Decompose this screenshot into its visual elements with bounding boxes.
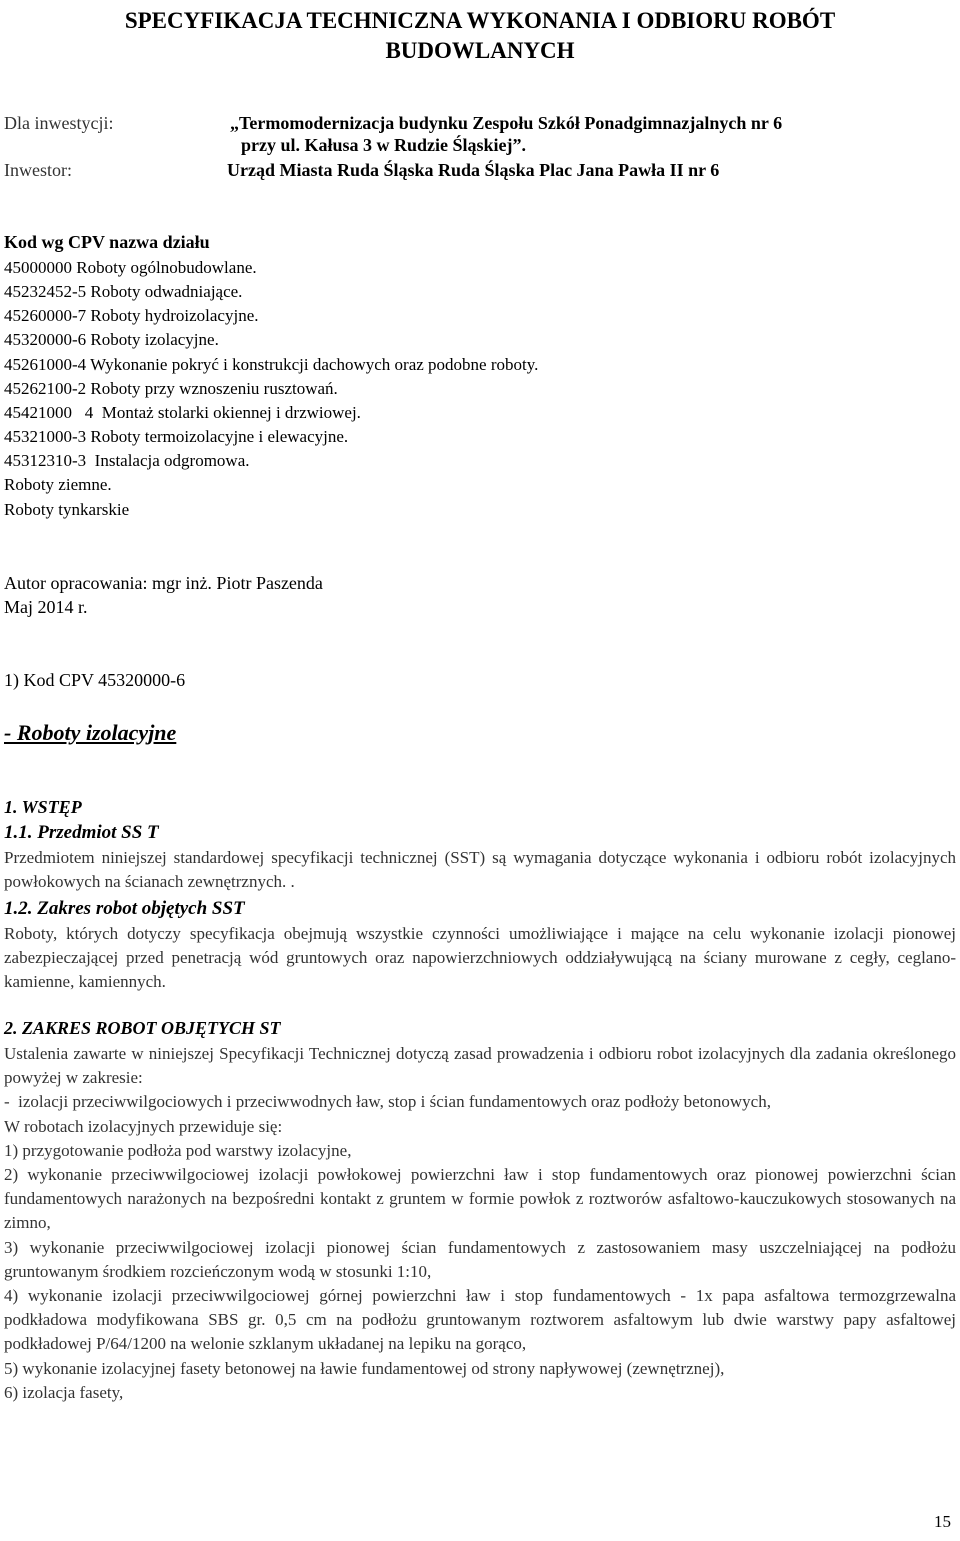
list-item: 1) przygotowanie podłoża pod warstwy izolacyjne,: [4, 1140, 352, 1160]
section-1-1-text: [4, 846, 956, 894]
cpv-item: 45312310-3 Instalacja odgromowa.: [4, 451, 250, 470]
investor-label: Inwestor:: [4, 160, 72, 180]
cpv-item: 45262100-2 Roboty przy wznoszeniu rusztowań.: [4, 379, 338, 398]
list-item: 4) wykonanie izolacji przeciwwilgociowej górnej powierzchni ław i stop fundamentowych - 1x papa asfaltowa termozgrzewalna podkładowa modyfikowana SBS gr. 0,5 cm na podłożu gruntowanym roztworem asfaltowym lub dwie warstwy papy asfaltowej podkładowej P/64/1200 na welonie szklanym układanej na lepiku na gorąco,: [4, 1286, 956, 1354]
works-title: - Roboty izolacyjne: [4, 720, 177, 745]
document-title-line-2: BUDOWLANYCH: [385, 38, 575, 63]
date-line: Maj 2014 r.: [4, 597, 88, 617]
cpv-code-line: 1) Kod CPV 45320000-6: [4, 670, 186, 690]
cpv-item: 45321000-3 Roboty termoizolacyjne i elewacyjne.: [4, 427, 349, 446]
section-1-2-heading: 1.2. Zakres robot objętych SST: [4, 898, 245, 919]
cpv-item: 45260000-7 Roboty hydroizolacyjne.: [4, 306, 259, 325]
list-item: 5) wykonanie izolacyjnej fasety betonowej na ławie fundamentowej od strony napływowej (zewnętrznej),: [4, 1358, 725, 1378]
list-item: 3) wykonanie przeciwwilgociowej izolacji pionowej ścian fundamentowych z zastosowaniem masy uszczelniającej na podłożu gruntowanym środkiem rozcieńczonym wodą w stosunki 1:10,: [4, 1237, 956, 1281]
cpv-item: 45232452-5 Roboty odwadniające.: [4, 282, 243, 301]
section-2-heading: 2. ZAKRES ROBOT OBJĘTYCH ST: [4, 1018, 281, 1038]
cpv-item: 45261000-4 Wykonanie pokryć i konstrukcji dachowych oraz podobne roboty.: [4, 355, 539, 374]
section-1-heading: 1. WSTĘP: [4, 797, 82, 817]
investment-value-line-1: „Termomodernizacja budynku Zespołu Szkół Ponadgimnazjalnych nr 6: [230, 113, 783, 133]
section-1-1-heading: 1.1. Przedmiot SS T: [4, 822, 159, 843]
section-1-2-text: [4, 922, 956, 995]
paragraph: Roboty, których dotyczy specyfikacja obejmują wszystkie czynności umożliwiające i mające na celu wykonanie izolacji pionowej zabezpieczającej przed penetracją wód gruntowych oraz napowierzchniowych oddziaływującą na ściany murowane z cegły, ceglano-kamienne, kamiennych.: [4, 924, 956, 992]
author-line: Autor opracowania: mgr inż. Piotr Paszenda: [4, 573, 323, 593]
paragraph: W robotach izolacyjnych przewiduje się:: [4, 1116, 283, 1136]
document-title-line-1: SPECYFIKACJA TECHNICZNA WYKONANIA I ODBIORU ROBÓT: [124, 8, 836, 33]
section-2-body: [4, 1042, 956, 1405]
cpv-item: 45421000 4 Montaż stolarki okiennej i drzwiowej.: [4, 403, 361, 422]
cpv-item: Roboty ziemne.: [4, 475, 112, 494]
investor-value: Urząd Miasta Ruda Śląska Ruda Śląska Plac Jana Pawła II nr 6: [227, 160, 720, 180]
list-item: 6) izolacja fasety,: [4, 1382, 124, 1402]
list-item: 2) wykonanie przeciwwilgociowej izolacji powłokowej powierzchni ław i stop fundamentowych oraz pionowej powierzchni ścian fundamentowych narażonych na bezpośredni kontakt z gruntem w formie powłok z roztworów asfaltowo-kauczukowych stosowanych na zimno,: [4, 1165, 956, 1233]
cpv-item: 45320000-6 Roboty izolacyjne.: [4, 330, 219, 349]
page-number: 15: [934, 1512, 951, 1531]
investment-label: Dla inwestycji:: [4, 113, 114, 133]
cpv-item: Roboty tynkarskie: [4, 500, 130, 519]
cpv-heading: Kod wg CPV nazwa działu: [4, 232, 210, 252]
list-item: - izolacji przeciwwilgociowych i przeciwwodnych ław, stop i ścian fundamentowych oraz podłoży betonowych,: [4, 1092, 771, 1112]
paragraph: Ustalenia zawarte w niniejszej Specyfikacji Technicznej dotyczą zasad prowadzenia i odbioru robot izolacyjnych dla zadania określonego powyżej w zakresie:: [4, 1044, 956, 1088]
cpv-item: 45000000 Roboty ogólnobudowlane.: [4, 258, 257, 277]
paragraph: Przedmiotem niniejszej standardowej specyfikacji technicznej (SST) są wymagania dotyczące wykonania i odbioru robót izolacyjnych powłokowych na ścianach zewnętrznych. .: [4, 848, 956, 892]
investment-value-line-2: przy ul. Kałusa 3 w Rudzie Śląskiej”.: [241, 135, 527, 155]
